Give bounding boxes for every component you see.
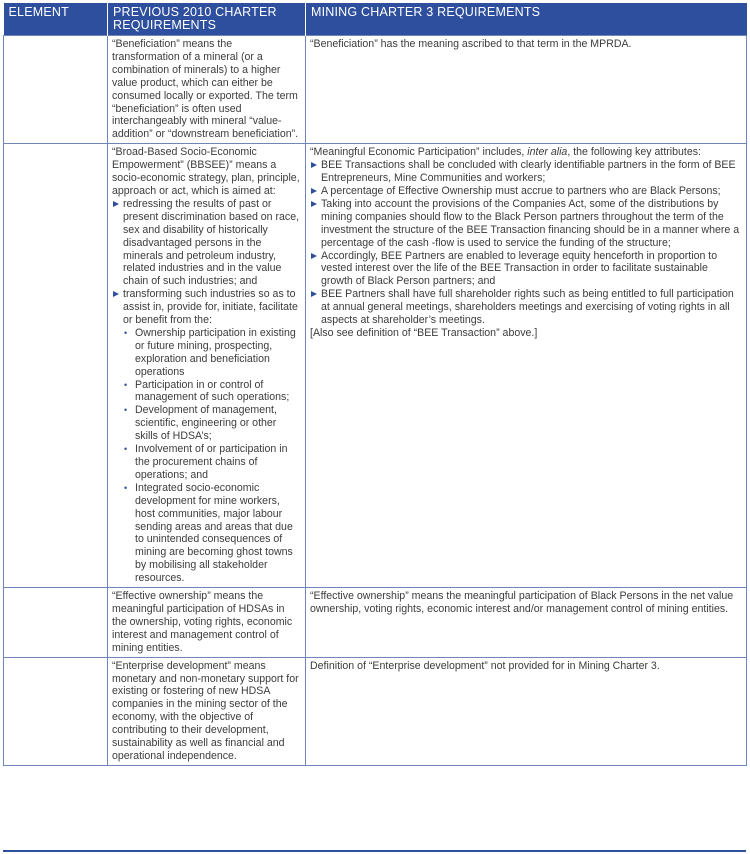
header-mining-charter-3: MINING CHARTER 3 REQUIREMENTS bbox=[306, 3, 747, 36]
list-item: A percentage of Effective Ownership must accrue to partners who are Black Persons; bbox=[310, 185, 742, 198]
table-row bbox=[4, 588, 747, 658]
list-item: • Involvement of or participation in the procurement chains of operations; and bbox=[123, 443, 301, 482]
list-item: BEE Transactions shall be concluded with clearly identifiable partners in the form of BEE Entrepreneurs, Mine Communities and workers; bbox=[310, 159, 742, 185]
list-item: Taking into account the provisions of the Companies Act, some of the distributions by mining companies should flow to the Black Person partners throughout the term of the investment the structure of the BEE Transaction financing should be in a manner where a percentage of the cash -flow is used to service the funding of the structure; bbox=[310, 198, 742, 250]
table-row bbox=[4, 36, 747, 144]
previous-cell bbox=[108, 588, 306, 658]
table-row bbox=[4, 657, 747, 765]
list-item: • Participation in or control of management of such operations; bbox=[123, 379, 301, 405]
list-item: • Ownership participation in existing or future mining, prospecting, exploration and beneficiation operations bbox=[123, 327, 301, 379]
table-row bbox=[4, 144, 747, 588]
previous-cell bbox=[108, 36, 306, 144]
list-item: redressing the results of past or present discrimination based on race, sex and disability of historically disadvantaged persons in the minerals and petroleum industry, related industries and in the value chain of such industries; and bbox=[112, 198, 301, 288]
mining3-cell bbox=[306, 36, 747, 144]
element-cell bbox=[4, 36, 108, 144]
mining3-cell bbox=[306, 144, 747, 588]
bbsee-sub-bullet-list bbox=[112, 327, 301, 585]
element-cell bbox=[4, 588, 108, 658]
effective-ownership-previous-text: “Effective ownership” means the meaningful participation of HDSAs in the ownership, voting rights, economic interest and management control of mining entities. bbox=[112, 590, 293, 654]
bbsee-bullet-list bbox=[112, 198, 301, 327]
header-element: ELEMENT bbox=[4, 3, 108, 36]
inter-alia-text: inter alia bbox=[527, 146, 568, 159]
list-item: transforming such industries so as to assist in, provide for, initiate, facilitate or benefit from the: bbox=[112, 288, 301, 327]
beneficiation-previous-text: “Beneficiation” means the transformation of a mineral (or a combination of minerals) to a higher value product, which can either be consumed locally or exported. The term “beneficiation” is often used interchangeably with mineral “value-addition” or “downstream beneficiation”. bbox=[112, 38, 299, 141]
intro-text-end: , the following key attributes: bbox=[567, 146, 701, 159]
list-item: BEE Partners shall have full shareholder rights such as being entitled to full participation at annual general meetings, shareholders meetings and exercising of voting rights in all aspects at shareholder’s meetings. bbox=[310, 288, 742, 327]
meaningful-participation-bullets bbox=[310, 159, 742, 327]
list-item: • Integrated socio-economic development for mine workers, host communities, major labour sending areas and areas that due to unintended consequences of mining are becoming ghost towns by mobilising all stakeholder resources. bbox=[123, 482, 301, 585]
mining3-cell bbox=[306, 588, 747, 658]
enterprise-development-previous-text: “Enterprise development” means monetary and non-monetary support for existing or fostering of new HDSA companies in the mining sector of the economy, with the objective of contributing to their development, sustainability as well as financial and operational independence. bbox=[112, 659, 299, 762]
enterprise-development-mining3-text: Definition of “Enterprise development” not provided for in Mining Charter 3. bbox=[310, 659, 660, 672]
beneficiation-mining3-text: “Beneficiation” has the meaning ascribed to that term in the MPRDA. bbox=[310, 38, 632, 50]
table-header bbox=[4, 3, 747, 36]
list-item: Accordingly, BEE Partners are enabled to leverage equity henceforth in proportion to vested interest over the life of the BEE Transaction in order to facilitate sustainable growth of Black Person partners; and bbox=[310, 250, 742, 289]
effective-ownership-mining3-text: “Effective ownership” means the meaningful participation of Black Persons in the net value ownership, voting rights, economic interest and/or management control of mining entities. bbox=[310, 590, 734, 615]
comparison-table bbox=[3, 3, 747, 766]
element-cell bbox=[4, 144, 108, 588]
bee-transaction-note: [Also see definition of “BEE Transaction” above.] bbox=[310, 326, 538, 339]
bottom-rule bbox=[3, 850, 746, 852]
previous-cell bbox=[108, 657, 306, 765]
mining3-cell bbox=[306, 657, 747, 765]
previous-cell bbox=[108, 144, 306, 588]
intro-text: “Meaningful Economic Participation” includes, bbox=[310, 146, 528, 159]
list-item: • Development of management, scientific, engineering or other skills of HDSA’s; bbox=[123, 404, 301, 443]
header-previous-2010: PREVIOUS 2010 CHARTER REQUIREMENTS bbox=[108, 3, 306, 36]
element-cell bbox=[4, 657, 108, 765]
meaningful-participation-intro bbox=[310, 146, 742, 159]
bbsee-intro-text: “Broad-Based Socio-Economic Empowerment” (BBSEE)” means a socio-economic strategy, plan, principle, approach or act, which is aimed at: bbox=[112, 146, 300, 197]
